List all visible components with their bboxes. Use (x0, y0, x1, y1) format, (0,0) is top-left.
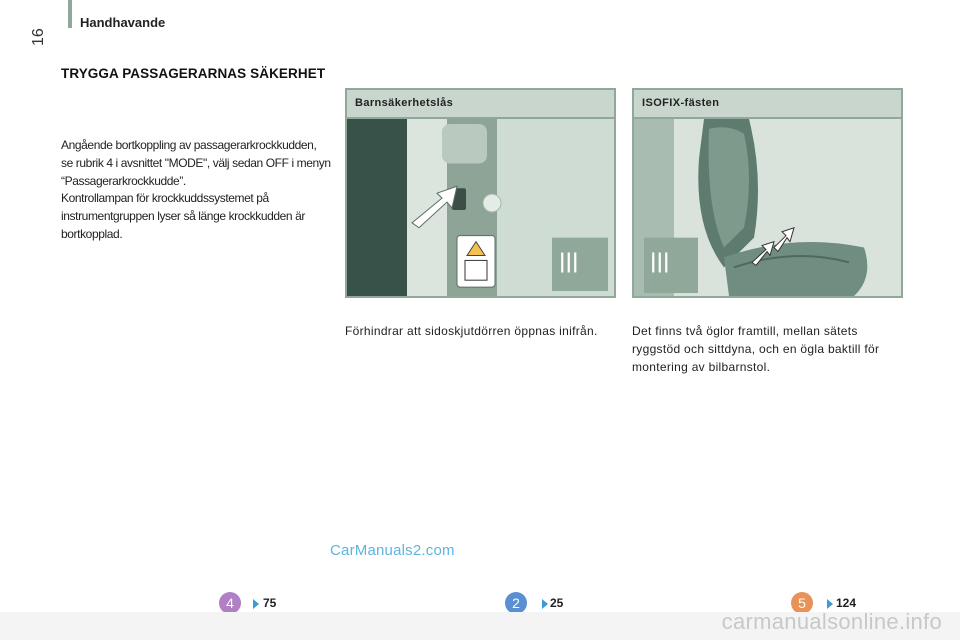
paragraph-airbag-disable: Angående bortkoppling av passagerarkrockkudden, se rubrik 4 i avsnittet "MODE", välj sedan OFF i menyn “Passagerarkrockkudde”. (61, 138, 331, 188)
child-lock-caption: Förhindrar att sidoskjutdörren öppnas inifrån. (345, 324, 598, 338)
page-reference-number: 25 (550, 596, 564, 610)
arrow-right-icon (253, 599, 259, 609)
svg-text:ꟾꟾꟾ: ꟾꟾꟾ (650, 253, 670, 279)
page-reference-number: 75 (263, 596, 277, 610)
svg-text:ꟾꟾꟾ: ꟾꟾꟾ (559, 253, 579, 279)
watermark-carmanuals2: CarManuals2.com (330, 542, 455, 559)
panel-title: Barnsäkerhetslås (347, 90, 614, 119)
arrow-right-icon (542, 599, 548, 609)
page-number: 16 (30, 28, 47, 46)
section-bar (68, 0, 72, 28)
arrow-right-icon (827, 599, 833, 609)
section-title: Handhavande (80, 15, 166, 30)
isofix-caption: Det finns två öglor framtill, mellan sätets ryggstöd och sittdyna, och en ögla baktill för montering av bilbarnstol. (632, 324, 880, 374)
page-title: TRYGGA PASSAGERARNAS SÄKERHET (61, 66, 326, 81)
isofix-illustration (634, 119, 901, 296)
panel-title: ISOFIX-fästen (634, 90, 901, 119)
paragraph-airbag-lamp: Kontrollampan för krockkuddssystemet på instrumentgruppen lyser så länge krockkudden är bortkopplad. (61, 191, 306, 241)
child-lock-panel (345, 88, 616, 298)
page-reference-number: 124 (836, 596, 857, 610)
chapter-badge: 5 (791, 592, 813, 614)
child-lock-illustration (347, 119, 614, 296)
chapter-badge: 4 (219, 592, 241, 614)
watermark-carmanualsonline: carmanualsonline.info (721, 609, 942, 634)
chapter-badge: 2 (505, 592, 527, 614)
isofix-panel (632, 88, 903, 298)
